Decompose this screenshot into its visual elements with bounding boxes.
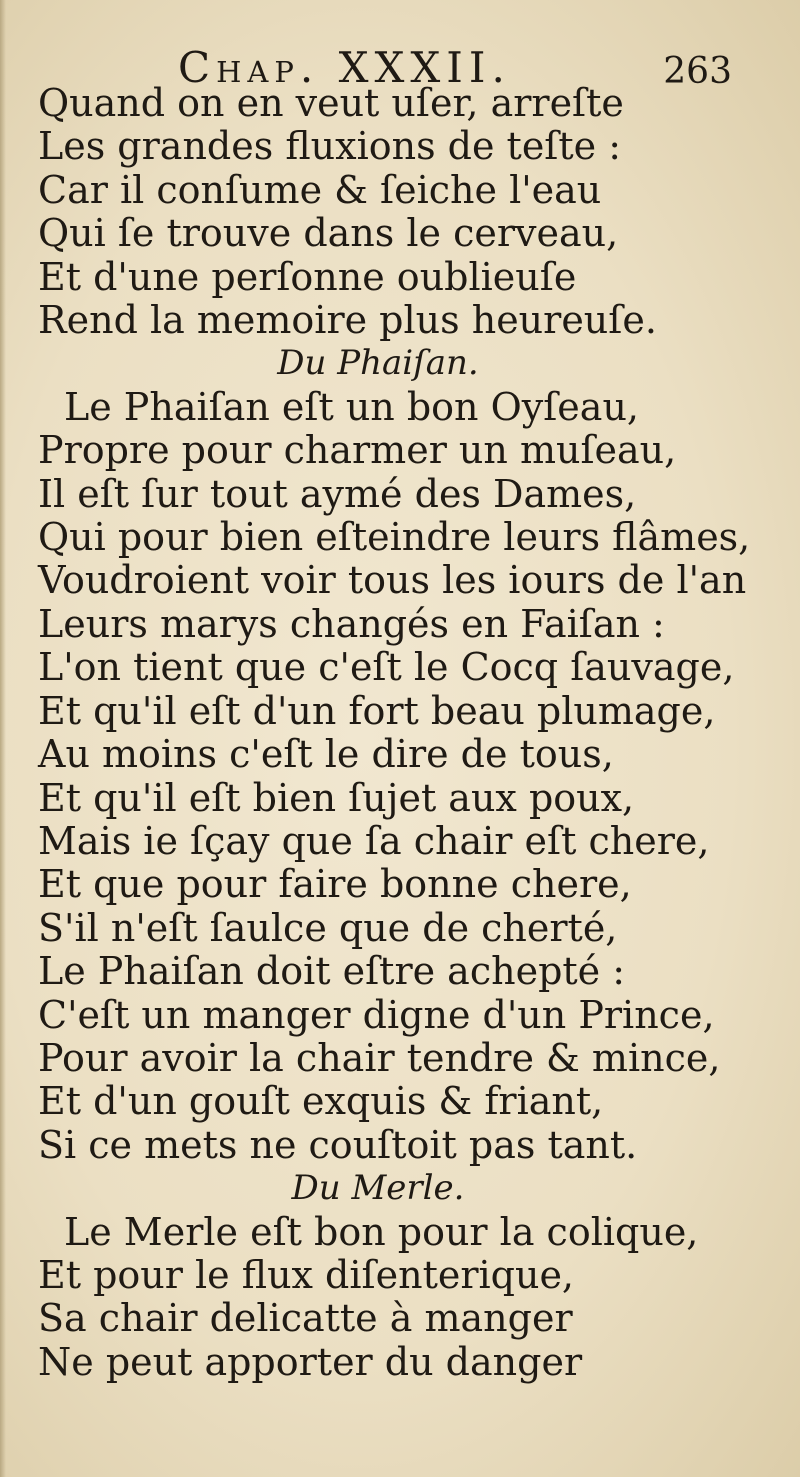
running-head: Chap. XXXII. xyxy=(178,43,511,92)
verse-line: Rend la memoire plus heureuſe. xyxy=(38,298,657,343)
verse-line: Sa chair delicatte à manger xyxy=(38,1296,573,1341)
page-gutter-shadow xyxy=(0,0,6,1477)
verse-line: Qui ſe trouve dans le cerveau, xyxy=(38,211,619,256)
verse-line: Le Merle eſt bon pour la colique, xyxy=(64,1209,699,1254)
verse-line: Car il conſume & ſeiche l'eau xyxy=(38,167,602,212)
verse-line: Ne peut apporter du danger xyxy=(38,1339,583,1384)
verse-line: Il eſt ſur tout aymé des Dames, xyxy=(38,471,637,516)
verse-line: Au moins c'eſt le dire de tous, xyxy=(38,732,614,777)
verse-line: Et que pour faire bonne chere, xyxy=(38,862,632,907)
page-number: 263 xyxy=(663,51,732,92)
verse-line: Et qu'il eſt bien ſujet aux poux, xyxy=(38,775,635,820)
verse-line: Quand on en veut uſer, arreſte xyxy=(38,81,624,125)
verse-line: Et qu'il eſt d'un fort beau plumage, xyxy=(38,688,716,733)
verse-line: Voudroient voir tous les iours de l'an xyxy=(38,558,747,603)
verse-line: S'il n'eſt ſaulce que de cherté, xyxy=(38,905,618,950)
verse-line: Qui pour bien eſteindre leurs flâmes, xyxy=(38,515,751,560)
verse-line: Leurs marys changés en Faiſan : xyxy=(38,601,665,646)
verse-line: Si ce mets ne couſtoit pas tant. xyxy=(38,1122,638,1167)
verse-line: Propre pour charmer un muſeau, xyxy=(38,428,677,473)
verse-line: Et pour le flux diſenterique, xyxy=(38,1252,575,1297)
verse-line: C'eſt un manger digne d'un Prince, xyxy=(38,992,715,1037)
poem-text xyxy=(38,82,758,1384)
verse-line: Les grandes fluxions de teſte : xyxy=(38,124,622,169)
verse-line: Le Phaiſan eſt un bon Oyſeau, xyxy=(64,384,639,429)
verse-line: Et d'une perſonne oublieuſe xyxy=(38,254,577,299)
verse-line: L'on tient que c'eſt le Cocq ſauvage, xyxy=(38,645,735,690)
verse-line: Mais ie ſçay que ſa chair eſt chere, xyxy=(38,818,710,863)
verse-line: Et d'un gouſt exquis & friant, xyxy=(38,1079,604,1124)
verse-line: Pour avoir la chair tendre & mince, xyxy=(38,1035,721,1080)
section-heading-merle: Du Merle. xyxy=(291,1168,465,1209)
section-heading-phaisan: Du Phaiſan. xyxy=(277,343,479,384)
verse-line: Le Phaiſan doit eſtre achepté : xyxy=(38,949,626,994)
